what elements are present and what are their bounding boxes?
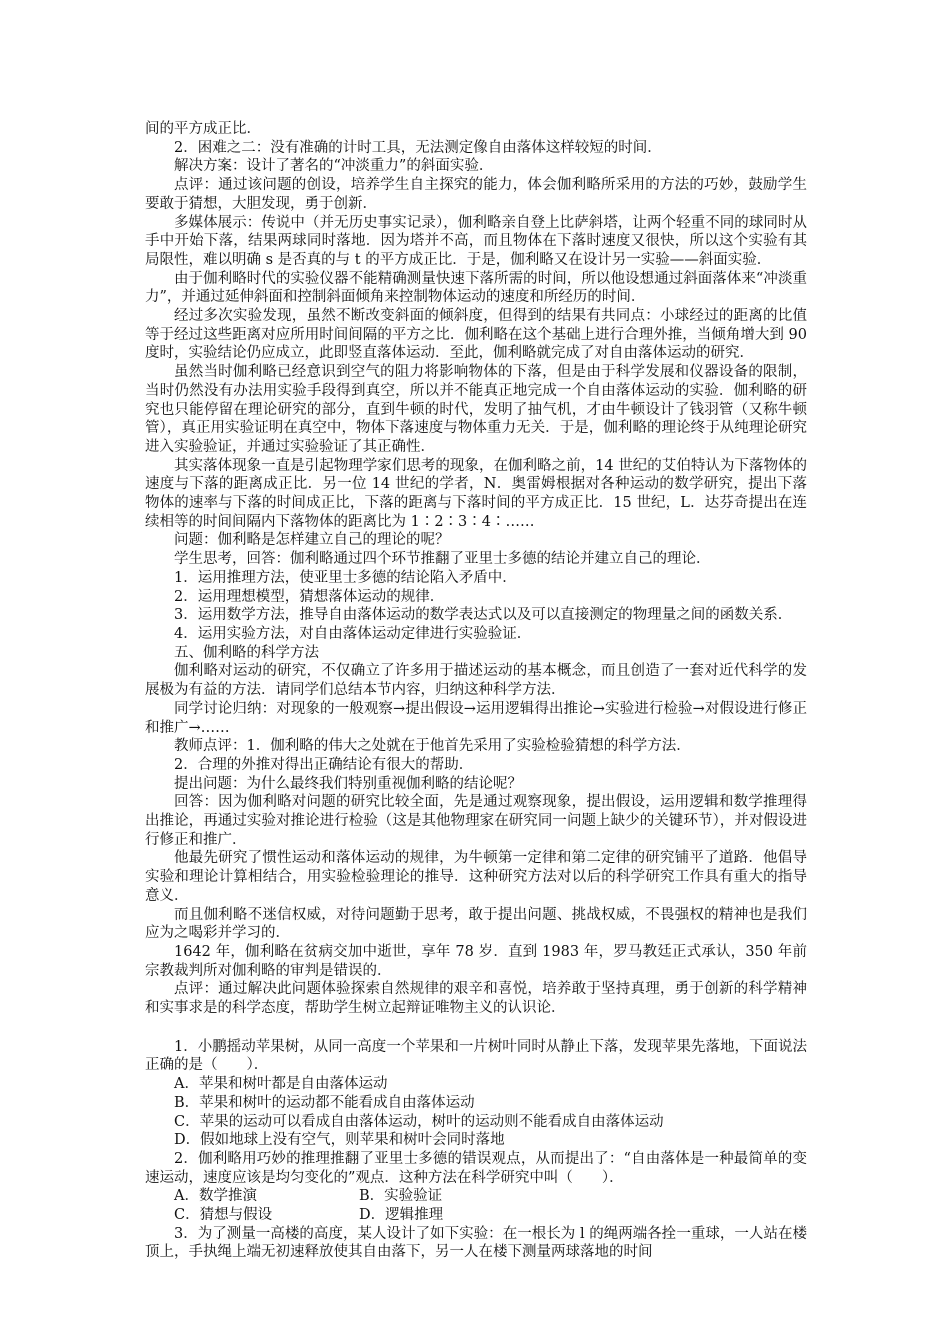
paragraph: 点评：通过该问题的创设，培养学生自主探究的能力，体会伽利略所采用的方法的巧妙，鼓励学生要敢于猜想，大胆发现，勇于创新． [145,177,807,212]
paragraph: 回答：因为伽利略对问题的研究比较全面，先是通过观察现象，提出假设，运用逻辑和数学推理得出推论，再通过实验对推论进行检验（这是其他物理家在研究同一问题上缺少的关键环节），并对假设进行修正和推广． [145,794,807,848]
paragraph: 1642 年，伽利略在贫病交加中逝世，享年 78 岁．直到 1983 年，罗马教廷正式承认，350 年前宗教裁判所对伽利略的审判是错误的． [145,943,807,979]
paragraph: 解决方案：设计了著名的“冲淡重力”的斜面实验． [174,158,494,175]
exercise-2-option-b: B．实验验证 [359,1188,443,1205]
exercise-2-option-a: A．数学推演 [174,1188,257,1205]
exercise-3-stem: 3．为了测量一高楼的高度，某人设计了如下实验：在一根长为 l 的绳两端各拴一重球，一人站在楼顶上，手执绳上端无初速释放使其自由落下，另一人在楼下测量两球落地的时间 [145,1225,807,1261]
paragraph: 其实落体现象一直是引起物理学家们思考的现象，在伽利略之前，14 世纪的艾伯特认为下落物体的速度与下落的距离成正比．另一位 14 世纪的学者，N．奥雷姆根据对各种运动的数学研究，提出下落物体的速率与下落的时间成正比，下落的距离与下落时间的平方成正比．15 世纪，L．达芬奇提出在连续相等的时间间隔内下落物体的距离比为 1∶2∶3∶4∶…… [145,457,807,530]
exercise-1-option-c: C．苹果的运动可以看成自由落体运动，树叶的运动则不能看成自由落体运动 [174,1113,664,1130]
exercise-2-options-row-2 [145,1206,807,1225]
paragraph: 五、伽利略的科学方法 [174,644,319,661]
paragraph: 学生思考，回答：伽利略通过四个环节推翻了亚里士多德的结论并建立自己的理论． [174,551,711,568]
lesson-body [145,120,807,1018]
paragraph: 1．运用推理方法，使亚里士多德的结论陷入矛盾中． [174,569,517,586]
paragraph: 教师点评：1．伽利略的伟大之处就在于他首先采用了实验检验猜想的科学方法． [174,738,691,755]
paragraph: 4．运用实验方法，对自由落体运动定律进行实验验证． [174,625,532,642]
paragraph: 间的平方成正比． [145,121,261,137]
paragraph: 由于伽利略时代的实验仪器不能精确测量快速下落所需的时间，所以他设想通过斜面落体来“冲淡重力”，并通过延伸斜面和控制斜面倾角来控制物体运动的速度和所经历的时间． [145,270,807,306]
exercise-2-options-row-1 [145,1187,807,1206]
paragraph: 2．合理的外推对得出正确结论有很大的帮助． [174,756,474,773]
section-gap [145,1018,807,1038]
paragraph: 他最先研究了惯性运动和落体运动的规律，为牛顿第一定律和第二定律的研究铺平了道路．他倡导实验和理论计算相结合，用实验检验理论的推导．这种研究方法对以后的科学研究工作具有重大的指导意义． [145,850,807,904]
exercise-section [145,1038,807,1262]
paragraph: 3．运用数学方法，推导自由落体运动的数学表达式以及可以直接测定的物理量之间的函数关系． [174,607,793,624]
paragraph: 点评：通过解决此问题体验探索自然规律的艰辛和喜悦，培养敢于坚持真理，勇于创新的科学精神和实事求是的科学态度，帮助学生树立起辩证唯物主义的认识论． [145,981,807,1017]
exercise-1-stem: 1．小鹏摇动苹果树，从同一高度一个苹果和一片树叶同时从静止下落，发现苹果先落地，下面说法正确的是（ ）． [145,1038,807,1074]
exercise-2-option-d: D．逻辑推理 [359,1207,444,1224]
paragraph: 2．运用理想模型，猜想落体运动的规律． [174,588,445,605]
paragraph: 经过多次实验发现，虽然不断改变斜面的倾斜度，但得到的结果有共同点：小球经过的距离的比值等于经过这些距离对应所用时间间隔的平方之比．伽利略在这个基础上进行合理外推，当倾角增大到 90 度时，实验结论仍应成立，此即竖直落体运动．至此，伽利略就完成了对自由落体运动的研究． [145,308,807,362]
document-page [145,120,807,1262]
paragraph: 而且伽利略不迷信权威，对待问题勤于思考，敢于提出问题、挑战权威，不畏强权的精神也是我们应为之喝彩并学习的． [145,906,807,942]
paragraph: 提出问题：为什么最终我们特别重视伽利略的结论呢？ [174,775,522,792]
paragraph: 2．困难之二：没有准确的计时工具，无法测定像自由落体这样较短的时间． [174,139,662,156]
paragraph: 问题：伽利略是怎样建立自己的理论的呢？ [174,532,450,549]
paragraph: 多媒体展示：传说中（并无历史事实记录），伽利略亲自登上比萨斜塔，让两个轻重不同的球同时从手中开始下落，结果两球同时落地．因为塔并不高，而且物体在下落时速度又很快，所以这个实验有其局限性，难以明确 s 是否真的与 t 的平方成正比．于是，伽利略又在设计另一实验——斜面实验． [145,214,807,268]
paragraph: 同学讨论归纳：对现象的一般观察→提出假设→运用逻辑得出推论→实验进行检验→对假设进行修正和推广→…… [145,700,807,736]
exercise-2-stem: 2．伽利略用巧妙的推理推翻了亚里士多德的错误观点，从而提出了：“自由落体是一种最简单的变速运动，速度应该是均匀变化的”观点．这种方法在科学研究中叫（ ）． [145,1150,807,1186]
exercise-1-option-d: D．假如地球上没有空气，则苹果和树叶会同时落地 [174,1132,505,1149]
exercise-1-option-a: A．苹果和树叶都是自由落体运动 [174,1076,388,1093]
paragraph: 虽然当时伽利略已经意识到空气的阻力将影响物体的下落，但是由于科学发展和仪器设备的限制，当时仍然没有办法用实验手段得到真空，所以并不能真正地完成一个自由落体运动的实验．伽利略的研究也只能停留在理论研究的部分，直到牛顿的时代，发明了抽气机，才由牛顿设计了钱羽管（又称牛顿管），真正用实验证明在真空中，物体下落速度与物体重力无关．于是，伽利略的理论终于从纯理论研究进入实验验证，并通过实验验证了其正确性． [145,364,807,455]
paragraph: 伽利略对运动的研究，不仅确立了许多用于描述运动的基本概念，而且创造了一套对近代科学的发展极为有益的方法．请同学们总结本节内容，归纳这种科学方法． [145,663,807,699]
exercise-2-option-c: C．猜想与假设 [174,1207,273,1224]
exercise-1-option-b: B．苹果和树叶的运动都不能看成自由落体运动 [174,1094,475,1111]
